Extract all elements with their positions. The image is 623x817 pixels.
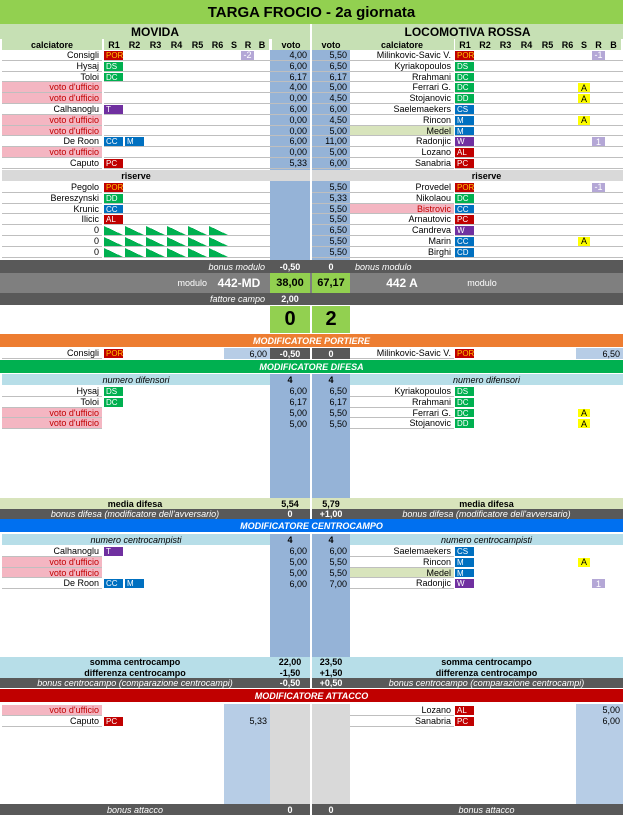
role-badge: PC: [104, 717, 123, 726]
mid-vote: 6,00: [329, 546, 347, 557]
player-vote: 11,00: [312, 136, 350, 147]
away-team-name: LOCOMOTIVA ROSSA: [312, 24, 623, 39]
role-badge: AL: [104, 215, 123, 224]
triangle-icon: [167, 237, 186, 246]
away-header-rr: R: [591, 39, 606, 50]
bonus-modulo-label-away: bonus modulo: [352, 260, 472, 273]
role-badge: PC: [104, 159, 123, 168]
player-row: [455, 61, 623, 72]
player-row: [104, 126, 270, 137]
difesa-home-count: 4: [270, 374, 310, 385]
def-name: Stojanovic: [350, 418, 454, 429]
player-vote: 5,33: [312, 193, 350, 204]
mod-portiere-title: MODIFICATORE PORTIERE: [0, 334, 623, 347]
triangle-icon: [104, 226, 123, 235]
player-name: Ferrari G.: [350, 82, 454, 93]
page-title: TARGA FROCIO - 2a giornata: [0, 0, 623, 24]
player-vote: 5,50: [312, 204, 350, 215]
role-badge: W: [455, 579, 474, 588]
role-badge: M: [455, 569, 474, 578]
triangle-icon: [188, 248, 207, 257]
away-somma: 23,50: [312, 657, 350, 667]
role-badge: AL: [455, 706, 474, 715]
player-vote: 6,17: [312, 72, 350, 83]
def-name: Hysaj: [2, 386, 102, 397]
triangle-icon: [146, 248, 165, 257]
role-badge: DC: [455, 73, 474, 82]
mid-vote: 5,50: [329, 557, 347, 568]
role-badge: POR: [457, 50, 475, 60]
def-vote: 5,00: [289, 407, 307, 418]
role-badge: POR: [106, 50, 124, 60]
diff-label: differenza centrocampo: [0, 667, 270, 678]
somma-label-away: somma centrocampo: [350, 657, 623, 667]
role-badge: DC: [455, 194, 474, 203]
role-badge: DS: [104, 62, 123, 71]
fattore-campo-label: fattore campo: [150, 293, 268, 305]
bonus-attacco-label-away: bonus attacco: [350, 804, 623, 815]
home-bonus-modulo: -0,50: [270, 260, 310, 273]
player-name: 0: [2, 236, 102, 247]
player-name: Krunic: [2, 204, 102, 215]
mid-name: Saelemaekers: [350, 546, 454, 557]
att-vote: 5,00: [602, 705, 620, 716]
numero-centro-label-away: numero centrocampisti: [350, 534, 623, 545]
away-bonus-modulo: 0: [312, 260, 350, 273]
away-header-voto: voto: [312, 39, 350, 50]
player-name: Pegolo: [2, 182, 102, 193]
player-name: De Roon: [2, 136, 102, 147]
player-row: [455, 147, 623, 158]
header-r4: R4: [166, 39, 187, 50]
player-row: [455, 204, 623, 215]
triangle-icon: [167, 226, 186, 235]
role-badge: CC: [455, 205, 474, 214]
away-bonus-attacco: 0: [312, 804, 350, 815]
triangle-icon: [104, 248, 123, 257]
fattore-row: [0, 293, 623, 305]
role-badge: M: [455, 127, 474, 136]
player-vote: 4,50: [312, 115, 350, 126]
player-row: [455, 214, 623, 225]
away-diff: +1,50: [312, 667, 350, 678]
player-vote: 4,00: [270, 50, 310, 61]
role-badge: DC: [104, 73, 123, 82]
mid-name: voto d'ufficio: [2, 557, 102, 568]
home-bonus-centro: -0,50: [270, 678, 310, 688]
away-bonus-centro: +0,50: [312, 678, 350, 688]
away-modulo: 442 A: [352, 273, 452, 293]
mid-vote: 6,00: [289, 546, 307, 557]
player-name: Kyriakopoulos: [350, 61, 454, 72]
role-badge: CS: [455, 547, 474, 556]
att-name: Sanabria: [350, 716, 454, 727]
triangle-icon: [146, 237, 165, 246]
header-r6: R6: [208, 39, 227, 50]
header-voto: voto: [272, 39, 310, 50]
mod-centrocampo-title: MODIFICATORE CENTROCAMPO: [0, 519, 623, 532]
player-name: voto d'ufficio: [2, 93, 102, 104]
mod-attacco-title: MODIFICATORE ATTACCO: [0, 689, 623, 702]
role-badge: DD: [455, 419, 474, 428]
media-difesa-label-away: media difesa: [350, 498, 623, 509]
player-name: Rincon: [350, 115, 454, 126]
role-badge: DC: [455, 409, 474, 418]
amm-badge: A: [578, 83, 590, 92]
bonus-difesa-label: bonus difesa (modificatore dell'avversario): [0, 509, 270, 519]
triangle-icon: [104, 237, 123, 246]
header-r1: R1: [104, 39, 124, 50]
player-name: voto d'ufficio: [2, 82, 102, 93]
home-diff: -1,50: [270, 667, 310, 678]
role-badge: CC: [104, 579, 123, 588]
player-vote: 5,50: [312, 214, 350, 225]
role-badge: W: [455, 137, 474, 146]
home-fattore: 2,00: [270, 293, 310, 305]
modulo-label: modulo: [120, 273, 210, 293]
player-vote: 5,00: [312, 82, 350, 93]
amm-badge: A: [578, 419, 590, 428]
player-row: [104, 193, 270, 204]
player-name: Hysaj: [2, 61, 102, 72]
def-name: Ferrari G.: [350, 408, 454, 419]
away-bonus-difesa: +1,00: [312, 509, 350, 519]
def-vote: 6,50: [329, 386, 347, 397]
away-header-r3: R3: [495, 39, 516, 50]
header-r5: R5: [187, 39, 208, 50]
player-row: [104, 147, 270, 158]
portiere-away-val: 6,50: [576, 348, 623, 359]
player-vote: 5,00: [312, 147, 350, 158]
player-row: [455, 93, 623, 104]
header-bb: B: [255, 39, 269, 50]
role-badge: DD: [104, 194, 123, 203]
role-badge: M: [125, 137, 144, 146]
home-modulo: 442-MD: [210, 273, 268, 293]
player-name: voto d'ufficio: [2, 147, 102, 158]
player-name: Birghi: [350, 247, 454, 258]
role-badge: DS: [104, 387, 123, 396]
player-row: [104, 115, 270, 126]
home-total: 38,00: [270, 273, 310, 293]
def-name: Rrahmani: [350, 397, 454, 408]
player-vote: 6,00: [312, 104, 350, 115]
role-badge: PC: [455, 717, 474, 726]
player-vote: 0,00: [270, 115, 310, 126]
player-vote: 6,00: [270, 136, 310, 147]
triangle-icon: [125, 226, 144, 235]
away-total: 67,17: [312, 273, 350, 293]
player-name: Provedel: [350, 182, 454, 193]
att-name: voto d'ufficio: [2, 705, 102, 716]
triangle-icon: [146, 226, 165, 235]
role-badge: T: [104, 547, 123, 556]
role-badge: DD: [455, 94, 474, 103]
player-name: Rrahmani: [350, 72, 454, 83]
difesa-away-count: 4: [312, 374, 350, 385]
portiere-home-name: Consigli: [2, 348, 102, 359]
header-r2: R2: [124, 39, 145, 50]
player-name: Toloi: [2, 72, 102, 83]
numero-centro-label: numero centrocampisti: [2, 534, 270, 545]
bonus-badge: 1: [592, 579, 605, 588]
triangle-icon: [188, 237, 207, 246]
player-name: voto d'ufficio: [2, 115, 102, 126]
mid-name: voto d'ufficio: [2, 568, 102, 579]
role-badge: POR: [106, 349, 124, 358]
player-row: [455, 225, 623, 236]
def-vote: 5,00: [289, 418, 307, 429]
player-vote: 5,33: [270, 158, 310, 169]
def-name: Toloi: [2, 397, 102, 408]
header-s: S: [227, 39, 241, 50]
away-header-r6: R6: [558, 39, 577, 50]
role-badge: AL: [455, 148, 474, 157]
role-badge: M: [125, 579, 144, 588]
role-badge: DS: [455, 387, 474, 396]
player-vote: 5,50: [312, 247, 350, 258]
player-vote: 0,00: [270, 147, 310, 158]
triangle-icon: [167, 248, 186, 257]
home-team-name: MOVIDA: [0, 24, 310, 39]
def-name: voto d'ufficio: [2, 418, 102, 429]
player-row: [455, 104, 623, 115]
att-name: Lozano: [350, 705, 454, 716]
bonus-badge: 1: [592, 137, 605, 146]
amm-badge: A: [578, 409, 590, 418]
player-row: [104, 158, 270, 169]
player-name: Saelemaekers: [350, 104, 454, 115]
portiere-away-bonus: 0: [312, 348, 350, 359]
bonus-centro-label-away: bonus centrocampo (comparazione centrocampi): [350, 678, 623, 688]
def-vote: 5,50: [329, 418, 347, 429]
player-row: [104, 72, 270, 83]
player-row: [104, 93, 270, 104]
player-name: Candreva: [350, 225, 454, 236]
header-calciatore: calciatore: [2, 39, 102, 50]
amm-badge: A: [578, 237, 590, 246]
away-header-r2: R2: [475, 39, 495, 50]
mid-vote: 5,00: [289, 567, 307, 578]
away-header-r5: R5: [537, 39, 558, 50]
role-badge: PC: [455, 159, 474, 168]
role-badge: POR: [457, 349, 475, 358]
role-badge: POR: [457, 182, 475, 192]
player-vote: 6,00: [270, 61, 310, 72]
player-name: Lozano: [350, 147, 454, 158]
player-name: Medel: [350, 126, 454, 137]
role-badge: CS: [455, 105, 474, 114]
player-row: [104, 104, 270, 115]
numero-difensori-label-away: numero difensori: [350, 374, 623, 385]
bonus-centro-label: bonus centrocampo (comparazione centrocampi): [0, 678, 270, 688]
portiere-home-val: 6,00: [224, 348, 270, 359]
triangle-icon: [188, 226, 207, 235]
somma-label: somma centrocampo: [0, 657, 270, 667]
numero-difensori-label: numero difensori: [2, 374, 270, 385]
player-name: Bistrovic: [350, 204, 454, 215]
penalty-badge: -1: [592, 183, 605, 192]
player-vote: 6,00: [270, 104, 310, 115]
away-header-calciatore: calciatore: [350, 39, 454, 50]
away-header-s: S: [577, 39, 591, 50]
def-name: voto d'ufficio: [2, 408, 102, 419]
mid-name: Rincon: [350, 557, 454, 568]
home-bonus-difesa: 0: [270, 509, 310, 519]
home-media-difesa: 5,54: [270, 498, 310, 509]
mid-name: Calhanoglu: [2, 546, 102, 557]
player-vote: 6,17: [270, 72, 310, 83]
mid-name: Medel: [350, 568, 454, 579]
bonus-modulo-label: bonus modulo: [120, 260, 268, 273]
mid-vote: 5,00: [289, 557, 307, 568]
centro-home-count: 4: [270, 534, 310, 545]
player-row: [104, 214, 270, 225]
bonus-attacco-label: bonus attacco: [0, 804, 270, 815]
triangle-icon: [209, 237, 228, 246]
player-name: Nikolaou: [350, 193, 454, 204]
role-badge: DC: [455, 398, 474, 407]
player-row: [455, 236, 623, 247]
player-name: voto d'ufficio: [2, 126, 102, 137]
centro-away-count: 4: [312, 534, 350, 545]
triangle-icon: [125, 237, 144, 246]
player-vote: 4,50: [312, 93, 350, 104]
bonus-difesa-label-away: bonus difesa (modificatore dell'avversario): [350, 509, 623, 519]
def-name: Kyriakopoulos: [350, 386, 454, 397]
att-name: Caputo: [2, 716, 102, 727]
player-row: [455, 193, 623, 204]
player-vote: 6,50: [312, 225, 350, 236]
role-badge: POR: [106, 182, 124, 192]
role-badge: PC: [455, 215, 474, 224]
player-vote: 5,50: [312, 182, 350, 193]
role-badge: DC: [455, 83, 474, 92]
player-vote: 0,00: [270, 126, 310, 137]
away-att-col: [312, 704, 350, 804]
portiere-home-bonus: -0,50: [270, 348, 310, 359]
modulo-label-away: modulo: [452, 273, 512, 293]
player-row: [455, 72, 623, 83]
riserve-label-away: riserve: [350, 170, 623, 181]
home-bonus-attacco: 0: [270, 804, 310, 815]
amm-badge: A: [578, 116, 590, 125]
player-row: [455, 115, 623, 126]
player-row: [455, 158, 623, 169]
def-vote: 6,00: [289, 386, 307, 397]
player-row: [104, 61, 270, 72]
role-badge: CC: [455, 237, 474, 246]
mid-vote: 7,00: [329, 578, 347, 589]
player-name: Arnautovic: [350, 214, 454, 225]
player-vote: 6,50: [312, 61, 350, 72]
away-header-r1: R1: [455, 39, 475, 50]
player-vote: 5,50: [312, 50, 350, 61]
player-row: [455, 126, 623, 137]
player-name: Radonjic: [350, 136, 454, 147]
player-name: Marin: [350, 236, 454, 247]
player-name: Calhanoglu: [2, 104, 102, 115]
diff-label-away: differenza centrocampo: [350, 667, 623, 678]
role-badge: W: [455, 226, 474, 235]
role-badge: CC: [104, 137, 123, 146]
role-badge: DC: [104, 398, 123, 407]
def-vote: 6,17: [329, 397, 347, 408]
def-vote: 5,50: [329, 407, 347, 418]
role-badge: T: [104, 105, 123, 114]
portiere-away-name: Milinkovic-Savic V.: [350, 348, 454, 359]
spacer: [270, 170, 310, 181]
triangle-icon: [125, 248, 144, 257]
header-rr: R: [241, 39, 255, 50]
player-name: Caputo: [2, 158, 102, 169]
media-difesa-label: media difesa: [0, 498, 270, 509]
att-vote: 6,00: [602, 716, 620, 727]
player-row: [104, 82, 270, 93]
role-badge: DS: [455, 62, 474, 71]
triangle-icon: [209, 226, 228, 235]
header-r3: R3: [145, 39, 166, 50]
player-row: [104, 182, 270, 193]
att-vote: 5,33: [249, 716, 267, 727]
mid-name: De Roon: [2, 578, 102, 589]
player-name: 0: [2, 225, 102, 236]
riserve-label: riserve: [2, 170, 270, 181]
player-vote: 6,00: [312, 158, 350, 169]
away-header-bb: B: [606, 39, 621, 50]
role-badge: CD: [455, 248, 474, 257]
player-vote: 4,00: [270, 82, 310, 93]
amm-badge: A: [578, 94, 590, 103]
player-name: Ilicic: [2, 214, 102, 225]
def-vote: 6,17: [289, 397, 307, 408]
triangle-icon: [209, 248, 228, 257]
mid-name: Radonjic: [350, 578, 454, 589]
spacer: [312, 170, 350, 181]
player-name: Sanabria: [350, 158, 454, 169]
role-badge: M: [455, 558, 474, 567]
mid-vote: 6,00: [289, 578, 307, 589]
home-goals: 0: [270, 306, 310, 333]
away-media-difesa: 5,79: [312, 498, 350, 509]
player-vote: 5,00: [312, 126, 350, 137]
penalty-badge: -2: [241, 51, 254, 60]
penalty-badge: -1: [592, 51, 605, 60]
player-name: Bereszynski: [2, 193, 102, 204]
amm-badge: A: [578, 558, 590, 567]
mid-vote: 5,50: [329, 567, 347, 578]
role-badge: CC: [104, 205, 123, 214]
player-row: [455, 82, 623, 93]
player-name: Milinkovic-Savic V.: [350, 50, 454, 61]
away-goals: 2: [312, 306, 350, 333]
mod-difesa-title: MODIFICATORE DIFESA: [0, 360, 623, 373]
player-vote: 0,00: [270, 93, 310, 104]
home-somma: 22,00: [270, 657, 310, 667]
player-name: Consigli: [2, 50, 102, 61]
player-row: [104, 204, 270, 215]
role-badge: M: [455, 116, 474, 125]
away-header-r4: R4: [516, 39, 537, 50]
player-name: Stojanovic: [350, 93, 454, 104]
home-att-col: [270, 704, 310, 804]
player-row: [455, 247, 623, 258]
player-vote: 5,50: [312, 236, 350, 247]
player-name: 0: [2, 247, 102, 258]
